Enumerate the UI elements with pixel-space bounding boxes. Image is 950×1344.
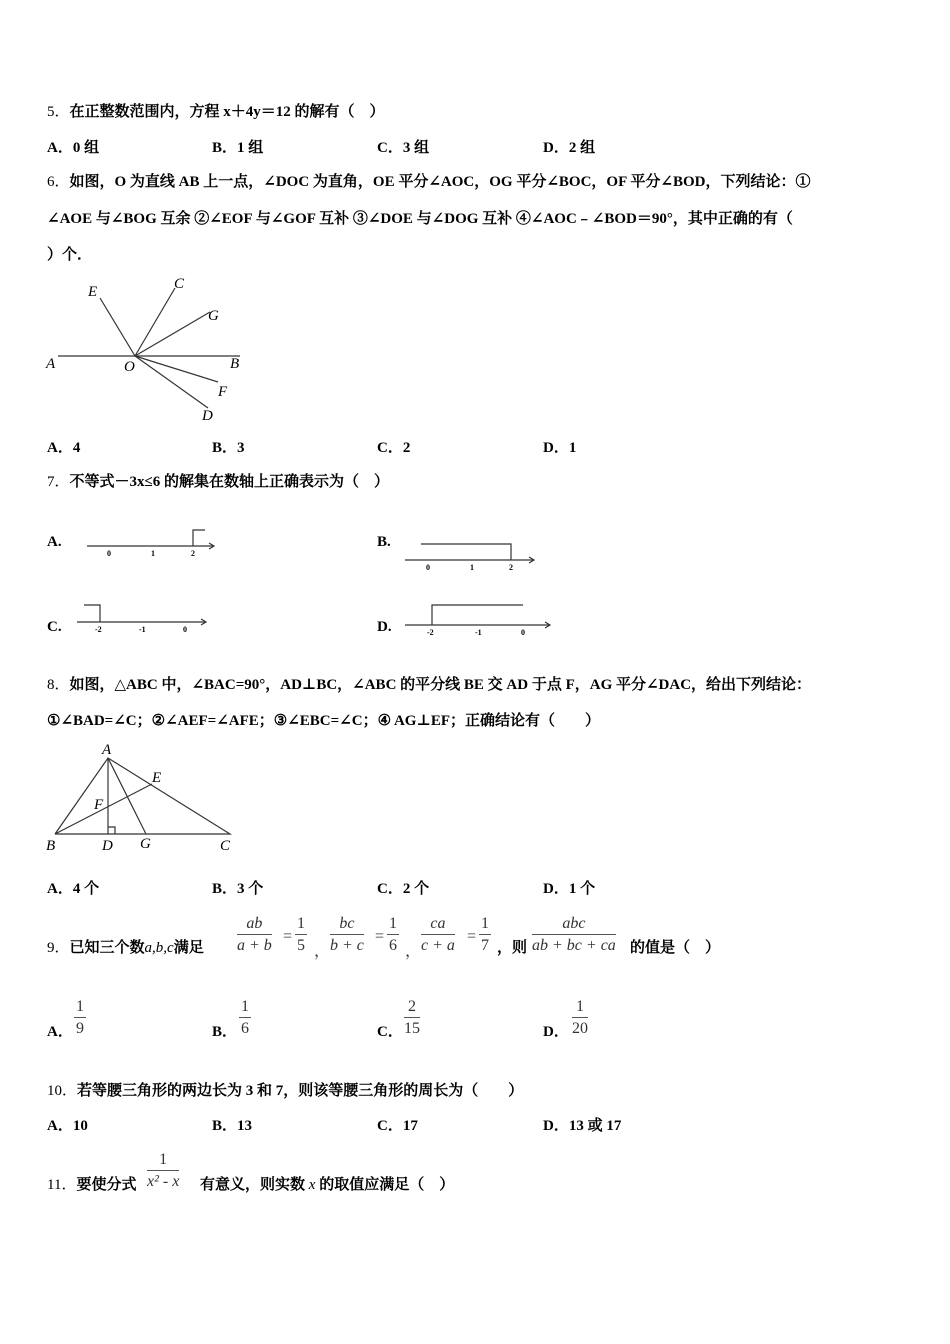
triangle-figure	[40, 738, 240, 858]
question-text: 如图，△ABC 中，∠BAC=90°，AD⊥BC，∠ABC 的平分线 BE 交 AD 于点 F，AG 平分∠DAC，给出下列结论：	[69, 677, 812, 693]
option-d-fraction	[572, 997, 588, 1040]
question-11	[47, 1175, 136, 1195]
question-10	[47, 1081, 523, 1101]
option-b[interactable]: B．13	[212, 1118, 253, 1134]
text: 有意义，则实数	[200, 1177, 306, 1193]
question-text-line3: ）个．	[47, 247, 93, 263]
fraction	[387, 914, 399, 957]
denominator: 6	[241, 1020, 249, 1037]
denominator: 15	[404, 1020, 420, 1037]
option-d[interactable]	[543, 1022, 569, 1042]
numerator: ab	[237, 914, 272, 935]
fraction-bc	[330, 914, 364, 957]
label-d: D	[202, 408, 213, 424]
option-a-fraction	[74, 997, 86, 1040]
tick-label: 2	[191, 549, 195, 558]
comma: ，	[405, 943, 422, 960]
fraction-ab	[237, 914, 272, 957]
option-d[interactable]: D．1	[543, 440, 577, 456]
tick-label: 1	[470, 563, 474, 572]
option-letter: A．	[47, 1024, 73, 1040]
option-letter: C．	[377, 1024, 403, 1040]
tick-label: 0	[426, 563, 430, 572]
denominator: 7	[481, 937, 489, 954]
option-d[interactable]: D．2 组	[543, 140, 596, 156]
option-a[interactable]: A．10	[47, 1118, 88, 1134]
question-number: 8．	[47, 677, 70, 693]
question-text: 如图，O 为直线 AB 上一点，∠DOC 为直角，OE 平分∠AOC，OG 平分∠BOC，OF 平分∠BOD，下列结论：①	[69, 174, 811, 190]
numerator: 1	[74, 997, 86, 1018]
tick-label: -1	[139, 625, 146, 634]
option-a[interactable]: A．4	[47, 440, 81, 456]
label-a: A	[46, 356, 56, 372]
option-c[interactable]	[377, 1022, 403, 1042]
angle-figure	[40, 270, 260, 430]
fraction-ca	[421, 914, 455, 957]
question-number: 11．	[47, 1177, 77, 1193]
equals: =	[283, 928, 293, 945]
label-c: C	[220, 838, 231, 854]
question-number: 6．	[47, 174, 70, 190]
denominator: ab + bc + ca	[532, 937, 616, 954]
tick-label: 1	[151, 549, 155, 558]
number-line-b	[403, 535, 538, 575]
question-11-rest	[200, 1175, 454, 1195]
denominator: c + a	[421, 937, 455, 954]
fraction-abc	[532, 914, 616, 957]
question-number: 9．	[47, 940, 70, 956]
numerator: bc	[330, 914, 364, 935]
question-6	[47, 172, 811, 192]
tick-label: 0	[521, 628, 525, 637]
text: 满足	[173, 940, 204, 956]
label-g: G	[140, 836, 151, 852]
text: 要使分式	[76, 1177, 137, 1193]
tick-label: 0	[107, 549, 111, 558]
question-text: 若等腰三角形的两边长为 3 和 7，则该等腰三角形的周长为（ ）	[77, 1083, 524, 1099]
option-b[interactable]: B．3	[212, 440, 245, 456]
tick-label: 2	[509, 563, 513, 572]
text: 的值是（ ）	[630, 940, 721, 956]
option-b-fraction	[239, 997, 251, 1040]
text: 已知三个数	[69, 940, 145, 956]
option-b[interactable]: B.	[377, 534, 391, 550]
question-7	[47, 472, 389, 492]
text: ，则	[497, 940, 528, 956]
label-c: C	[174, 276, 185, 292]
question-9	[47, 938, 204, 958]
denominator: b + c	[330, 937, 364, 954]
label-e: E	[88, 284, 98, 300]
numerator: 1	[387, 914, 399, 935]
question-text-line2: ①∠BAD=∠C；②∠AEF=∠AFE；③∠EBC=∠C；④ AG⊥EF；正确结论有（ ）	[47, 713, 601, 729]
number-line-d	[403, 600, 558, 640]
option-c[interactable]: C．2 个	[377, 881, 430, 897]
option-d[interactable]: D．1 个	[543, 881, 596, 897]
fraction	[479, 914, 491, 957]
numerator: 1	[479, 914, 491, 935]
denominator: 20	[572, 1020, 588, 1037]
numerator: 1	[147, 1150, 179, 1171]
fraction	[147, 1150, 179, 1193]
equals: =	[467, 928, 477, 945]
option-c[interactable]: C．17	[377, 1118, 418, 1134]
label-o: O	[124, 359, 135, 375]
option-b[interactable]: B．3 个	[212, 881, 264, 897]
equals: =	[375, 928, 385, 945]
question-number: 10．	[47, 1083, 78, 1099]
tick-label: 0	[183, 625, 187, 634]
label-b: B	[230, 356, 240, 372]
option-a[interactable]: A.	[47, 534, 62, 550]
question-text: 不等式－3x≤6 的解集在数轴上正确表示为（ ）	[69, 474, 390, 490]
option-c-fraction	[404, 997, 420, 1040]
option-c[interactable]: C．3 组	[377, 140, 430, 156]
option-letter: B．	[212, 1024, 238, 1040]
label-a: A	[102, 742, 112, 758]
tick-label: -2	[427, 628, 434, 637]
label-g: G	[208, 308, 219, 324]
denominator: 5	[297, 937, 305, 954]
denominator: a + b	[237, 937, 272, 954]
comma: ，	[314, 943, 331, 960]
text: 的取值应满足（ ）	[319, 1177, 455, 1193]
option-b[interactable]: B．1 组	[212, 140, 264, 156]
question-text: 在正整数范围内，方程 x＋4y＝12 的解有（ ）	[69, 104, 385, 120]
denominator: 9	[76, 1020, 84, 1037]
label-b: B	[46, 838, 56, 854]
question-number: 7．	[47, 474, 70, 490]
option-c[interactable]: C.	[47, 619, 62, 635]
label-f: F	[94, 797, 104, 813]
variable: x	[308, 1177, 316, 1193]
number-line-c	[75, 600, 210, 635]
numerator: 2	[404, 997, 420, 1018]
label-d: D	[102, 838, 113, 854]
option-b[interactable]	[212, 1022, 237, 1042]
label-f: F	[218, 384, 228, 400]
numerator: 1	[572, 997, 588, 1018]
label-e: E	[152, 770, 162, 786]
option-letter: D．	[543, 1024, 569, 1040]
number-line-a	[85, 525, 220, 560]
question-number: 5．	[47, 104, 70, 120]
question-text-line2: ∠AOE 与∠BOG 互余 ②∠EOF 与∠GOF 互补 ③∠DOE 与∠DOG 互补 ④∠AOC﹣∠BOD＝90°，其中正确的有（	[47, 211, 793, 227]
tick-label: -1	[475, 628, 482, 637]
denominator: 6	[389, 937, 397, 954]
question-5	[47, 102, 385, 122]
option-c[interactable]: C．2	[377, 440, 411, 456]
question-8	[47, 675, 811, 695]
numerator: abc	[532, 914, 616, 935]
numerator: 1	[295, 914, 307, 935]
option-a[interactable]: A．4 个	[47, 881, 100, 897]
denominator: x² - x	[147, 1173, 180, 1190]
option-a[interactable]	[47, 1022, 73, 1042]
tick-label: -2	[95, 625, 102, 634]
fraction	[295, 914, 307, 957]
option-d[interactable]: D.	[377, 619, 392, 635]
option-d[interactable]: D．13 或 17	[543, 1118, 622, 1134]
numerator: 1	[239, 997, 251, 1018]
option-a[interactable]: A．0 组	[47, 140, 100, 156]
numerator: ca	[421, 914, 455, 935]
variables: a,b,c	[144, 940, 174, 956]
